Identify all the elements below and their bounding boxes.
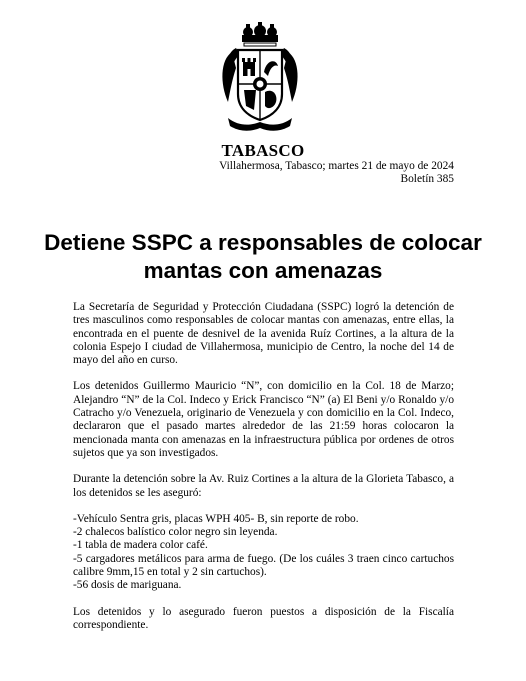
paragraph-3: Durante la detención sobre la Av. Ruiz Cortines a la altura de la Glorieta Tabasco, a los detenidos se les aseguró: [73, 473, 454, 499]
seized-items-list [73, 513, 454, 593]
paragraph-2: Los detenidos Guillermo Mauricio “N”, con domicilio en la Col. 18 de Marzo; Alejandro “N” de la Col. Indeco y Erick Francisco “N” (a) El Beni y/o Ronaldo y/o Catracho y/o Venezuela, originario de Venezuela y con domicilio en la Col. Indeco, declararon que el pasado martes alrededor de las 21:59 horas colocaron la mencionada manta con amenazas en la infraestructura pública por ordenes de otros sujetos que ya son investigados. [73, 380, 454, 459]
paragraph-4: Los detenidos y lo asegurado fueron puestos a disposición de la Fiscalía correspondiente. [73, 605, 454, 631]
organization-name: TABASCO [221, 141, 305, 160]
paragraph-1: La Secretaría de Seguridad y Protección Ciudadana (SSPC) logró la detención de tres masculinos como responsables de colocar mantas con amenazas, entre ellas, la encontrada en el puente de desnivel de la avenida Ruíz Cortines, a la altura de la colonia Espejo I ciudad de Villahermosa, municipio de Centro, la noche del 14 de mayo del año en curso. [73, 301, 454, 367]
crown-icon [242, 22, 278, 46]
list-item: -Vehículo Sentra gris, placas WPH 405- B, sin reporte de robo. [73, 512, 359, 525]
list-item: -56 dosis de mariguana. [73, 579, 182, 592]
headline [40, 229, 486, 285]
article-body [73, 301, 454, 632]
release-meta [219, 160, 454, 186]
headline-line-1: Detiene SSPC a responsables de colocar [44, 230, 482, 255]
headline-line-2: mantas con amenazas [143, 258, 383, 283]
coat-of-arms-seal [218, 22, 302, 138]
place-date: Villahermosa, Tabasco; martes 21 de mayo de 2024 [219, 160, 454, 172]
list-item: -1 tabla de madera color café. [73, 539, 208, 552]
list-item: -5 cargadores metálicos para arma de fuego. (De los cuáles 3 traen cinco cartuchos calibre 9mm,15 en total y 2 sin cartuchos). [73, 552, 454, 579]
list-item: -2 chalecos balístico color negro sin leyenda. [73, 526, 278, 539]
bulletin-number: Boletín 385 [400, 173, 454, 185]
